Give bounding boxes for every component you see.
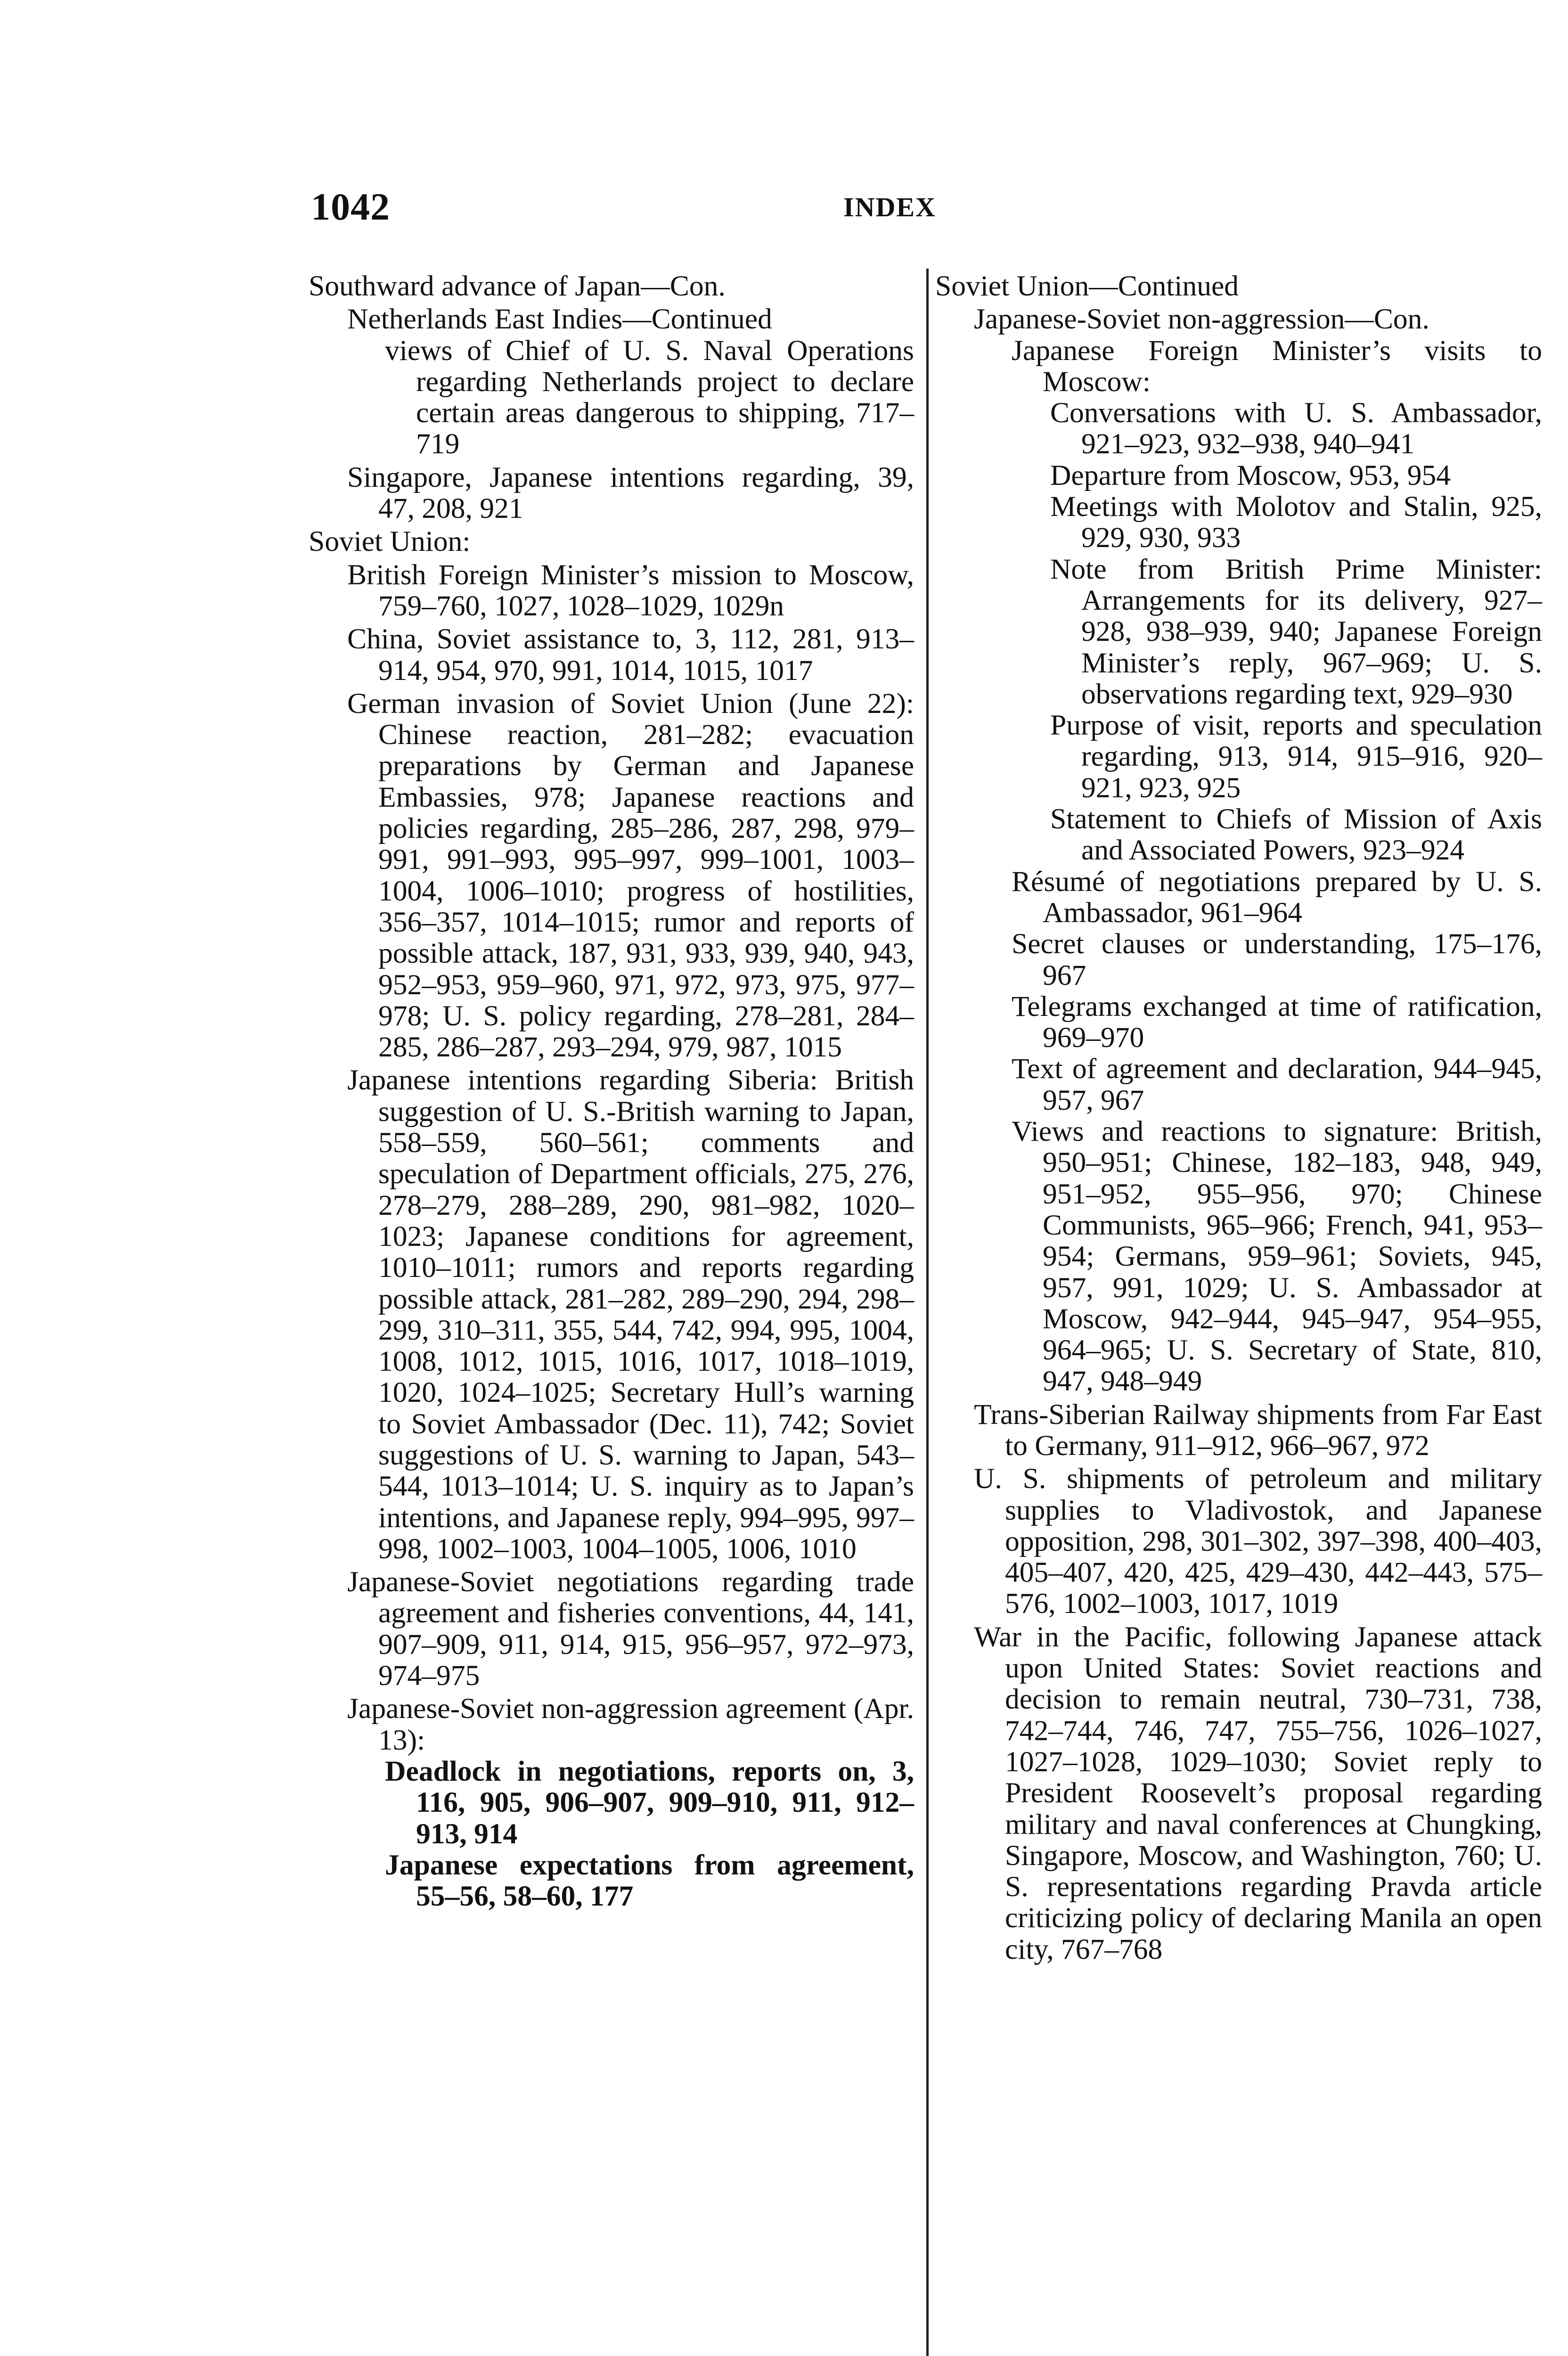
index-entry: Deadlock in negotiations, reports on, 3, 116, 905, 906–907, 909–910, 911, 912–913, 914 xyxy=(385,1755,914,1850)
running-head: INDEX xyxy=(843,192,936,222)
index-entry: Japanese-Soviet non-aggression—Con. xyxy=(974,303,1429,335)
index-entry: Japanese expectations from agreement, 55–56, 58–60, 177 xyxy=(385,1849,914,1913)
index-entry: Note from British Prime Minister: Arrangements for its delivery, 927–928, 938–939, 940; Japanese Foreign Minister’s reply, 967–969; U. S. observations regarding text, 929–930 xyxy=(1050,553,1542,710)
index-entry: British Foreign Minister’s mission to Moscow, 759–760, 1027, 1028–1029, 1029n xyxy=(347,558,914,622)
index-entry: Netherlands East Indies—Continued xyxy=(347,303,772,335)
index-entry: Departure from Moscow, 953, 954 xyxy=(1050,459,1451,491)
index-entry: U. S. shipments of petroleum and military supplies to Vladivostok, and Japanese opposition, 298, 301–302, 397–398, 400–403, 405–407, 420, 425, 429–430, 442–443, 575–576, 1002–1003, 1017, 1019 xyxy=(974,1463,1542,1620)
page-number: 1042 xyxy=(311,185,390,228)
index-entry: Résumé of negotiations prepared by U. S. Ambassador, 961–964 xyxy=(1012,865,1542,929)
index-entry: Japanese-Soviet negotiations regarding trade agreement and fisheries conventions, 44, 141, 907–909, 911, 914, 915, 956–957, 972–973, 974–975 xyxy=(347,1566,914,1692)
index-entry: German invasion of Soviet Union (June 22): Chinese reaction, 281–282; evacuation preparations by German and Japanese Embassies, 978; Japanese reactions and policies regarding, 285–286, 287, 298, 979–991, 991–993, 995–997, 999–1001, 1003–1004, 1006–1010; progress of hostilities, 356–357, 1014–1015; rumor and reports of possible attack, 187, 931, 933, 939, 940, 943, 952–953, 959–960, 971, 972, 973, 975, 977–978; U. S. policy regarding, 278–281, 284–285, 286–287, 293–294, 979, 987, 1015 xyxy=(347,687,914,1063)
index-entry: Statement to Chiefs of Mission of Axis and Associated Powers, 923–924 xyxy=(1050,803,1542,867)
index-entry: Purpose of visit, reports and speculation regarding, 913, 914, 915–916, 920–921, 923, 925 xyxy=(1050,709,1542,804)
index-entry: Japanese Foreign Minister’s visits to Moscow: xyxy=(1012,334,1542,398)
index-entry: Telegrams exchanged at time of ratification, 969–970 xyxy=(1012,990,1542,1054)
index-entry: Trans-Siberian Railway shipments from Far East to Germany, 911–912, 966–967, 972 xyxy=(974,1398,1542,1462)
right-index-column xyxy=(935,269,1542,1965)
index-entry: Secret clauses or understanding, 175–176, 967 xyxy=(1012,928,1542,991)
column-divider xyxy=(926,269,929,2356)
left-index-column xyxy=(309,269,914,1912)
index-entry: China, Soviet assistance to, 3, 112, 281, 913–914, 954, 970, 991, 1014, 1015, 1017 xyxy=(347,623,914,687)
index-entry: Japanese intentions regarding Siberia: British suggestion of U. S.-British warning to Japan, 558–559, 560–561; comments and speculation of Department officials, 275, 276, 278–279, 288–289, 290, 981–982, 1020–1023; Japanese conditions for agreement, 1010–1011; rumors and reports regarding possible attack, 281–282, 289–290, 294, 298–299, 310–311, 355, 544, 742, 994, 995, 1004, 1008, 1012, 1015, 1016, 1017, 1018–1019, 1020, 1024–1025; Secretary Hull’s warning to Soviet Ambassador (Dec. 11), 742; Soviet suggestions of U. S. warning to Japan, 543–544, 1013–1014; U. S. inquiry as to Japan’s intentions, and Japanese reply, 994–995, 997–998, 1002–1003, 1004–1005, 1006, 1010 xyxy=(347,1064,914,1565)
index-entry: Text of agreement and declaration, 944–945, 957, 967 xyxy=(1012,1053,1542,1116)
index-entry: views of Chief of U. S. Naval Operations regarding Netherlands project to declare certain areas dangerous to shipping, 717–719 xyxy=(385,334,914,460)
index-entry: Conversations with U. S. Ambassador, 921–923, 932–938, 940–941 xyxy=(1050,397,1542,460)
index-entry: Views and reactions to signature: British, 950–951; Chinese, 182–183, 948, 949, 951–952, 955–956, 970; Chinese Communists, 965–966; French, 941, 953–954; Germans, 959–961; Soviets, 945, 957, 991, 1029; U. S. Ambassador at Moscow, 942–944, 945–947, 954–955, 964–965; U. S. Secretary of State, 810, 947, 948–949 xyxy=(1012,1115,1542,1398)
index-entry: Soviet Union—Continued xyxy=(935,270,1239,302)
index-entry: Southward advance of Japan—Con. xyxy=(309,270,726,302)
index-entry: Singapore, Japanese intentions regarding, 39, 47, 208, 921 xyxy=(347,461,914,525)
index-entry: Meetings with Molotov and Stalin, 925, 929, 930, 933 xyxy=(1050,491,1542,554)
index-entry: War in the Pacific, following Japanese attack upon United States: Soviet reactions and decision to remain neutral, 730–731, 738, 742–744, 746, 747, 755–756, 1026–1027, 1027–1028, 1029–1030; Soviet reply to President Roosevelt’s proposal regarding military and naval conferences at Chungking, Singapore, Moscow, and Washington, 760; U. S. representations regarding Pravda article criticizing policy of declaring Manila an open city, 767–768 xyxy=(974,1620,1542,1965)
index-entry: Soviet Union: xyxy=(309,525,471,558)
index-entry: Japanese-Soviet non-aggression agreement (Apr. 13): xyxy=(347,1693,914,1756)
